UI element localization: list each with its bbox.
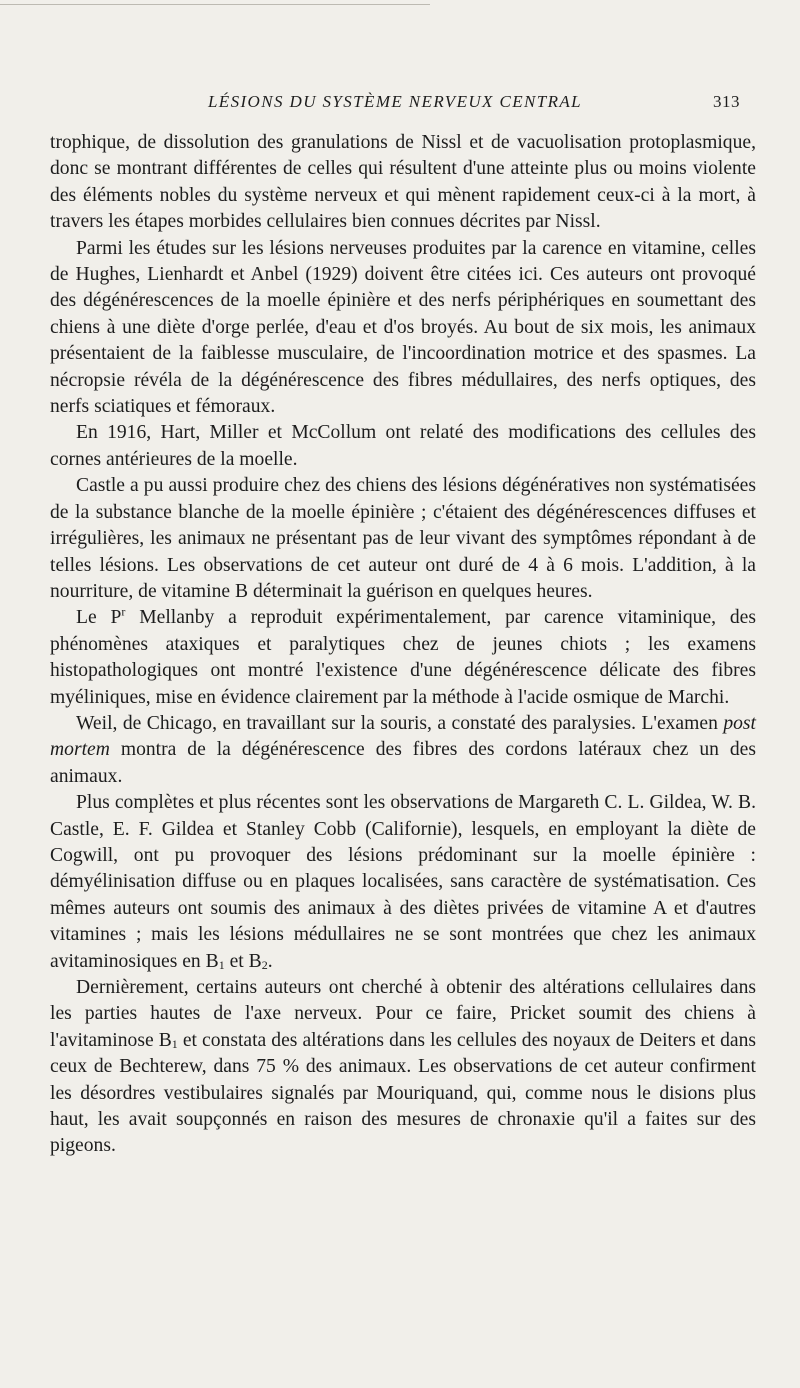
p7-after: . [267, 950, 273, 972]
paragraph-1: trophique, de dissolution des granulations de Nissl et de vacuolisation protoplasmique, donc se montrant différentes de celles qui résultent d'une atteinte plus ou moins violente des éléments nobles du système nerveux et qui mènent rapidement ceux-ci à la mort, à travers les étapes morbides cellulaires bien connues décrites par Nissl. [50, 132, 756, 233]
paragraph-7 [50, 790, 756, 975]
page-header [50, 92, 740, 116]
page-number: 313 [713, 92, 740, 111]
p7-subscript-2: 2 [261, 957, 268, 972]
p5-superscript: r [121, 604, 126, 619]
p8-after: et constata des altérations dans les cellules des noyaux de Deiters et dans ceux de Bechterew, dans 75 % des animaux. Les observations de cet auteur confirment les désordres vestibulaires signalés par Mouriquand, qui, comme nous le disions plus haut, les avait soupçonnés en raison des mesures de chronaxie qu'il a faites sur des pigeons. [50, 1029, 756, 1157]
paragraph-4: Castle a pu aussi produire chez des chiens des lésions dégénératives non systématisées de la substance blanche de la moelle épinière ; c'étaient des dégénérescences diffuses et irrégulières, les animaux ne présentant pas de leur vivant des symptômes répondant à de telles lésions. Les observations de cet auteur ont duré de 4 à 6 mois. L'addition, à la nourriture, de vitamine B déterminait la guérison en quelques heures. [50, 475, 756, 602]
p7-before: Plus complètes et plus récentes sont les observations de Margareth C. L. Gildea, W. B. Castle, E. F. Gildea et Stanley Cobb (Californie), lesquels, en employant la diète de Cogwill, ont pu provoquer des lésions prédominant sur la moelle épinière : démyélinisation diffuse ou en plaques localisées, sans caractère de systématisation. Ces mêmes auteurs ont soumis des animaux à des diètes privées de vitamine A et d'autres vitamines ; mais les lésions médullaires ne se sont montrées que chez les animaux avitaminosiques en B [50, 792, 756, 972]
paragraph-2: Parmi les études sur les lésions nerveuses produites par la carence en vitamine, celles de Hughes, Lienhardt et Anbel (1929) doivent être citées ici. Ces auteurs ont provoqué des dégénérescences de la moelle épinière et des nerfs périphériques en soumettant des chiens à une diète d'orge perlée, d'eau et d'os broyés. Au bout de six mois, les animaux présentaient de la faiblesse musculaire, de l'incoordination motrice et des spasmes. La nécropsie révéla de la dégénérescence des fibres médullaires, des nerfs optiques, des nerfs sciatiques et fémoraux. [50, 237, 756, 418]
p5-lead: Le P [76, 607, 122, 629]
top-edge-rule [0, 4, 430, 5]
p8-before: Dernièrement, certains auteurs ont cherché à obtenir des altérations cellulaires dans les parties hautes de l'axe nerveux. Pour ce faire, Pricket soumit des chiens à l'avitaminose B [50, 977, 756, 1051]
running-title: LÉSIONS DU SYSTÈME NERVEUX CENTRAL [207, 92, 583, 111]
p6-before: Weil, de Chicago, en travaillant sur la souris, a constaté des paralysies. L'examen [76, 712, 724, 734]
p8-subscript: 1 [171, 1036, 178, 1051]
p7-subscript-1: 1 [218, 957, 225, 972]
paragraph-5 [50, 605, 756, 711]
body-text [50, 130, 756, 1160]
p7-mid: et B [224, 950, 262, 972]
p5-rest: Mellanby a reproduit expérimentalement, par carence vitaminique, des phénomènes ataxiques et paralytiques chez de jeunes chiots ; les examens histopathologiques ont montré l'existence d'une dégénérescence délicate des fibres myéliniques, mise en évidence clairement par la méthode à l'acide osmique de Marchi. [50, 607, 756, 708]
paragraph-3: En 1916, Hart, Miller et McCollum ont relaté des modifications des cellules des cornes antérieures de la moelle. [50, 422, 756, 470]
paragraph-6 [50, 711, 756, 790]
paragraph-8 [50, 975, 756, 1160]
p6-after: montra de la dégénérescence des fibres des cordons latéraux chez un des animaux. [50, 739, 756, 787]
p6-italic-post-mortem: post mortem [50, 712, 756, 761]
